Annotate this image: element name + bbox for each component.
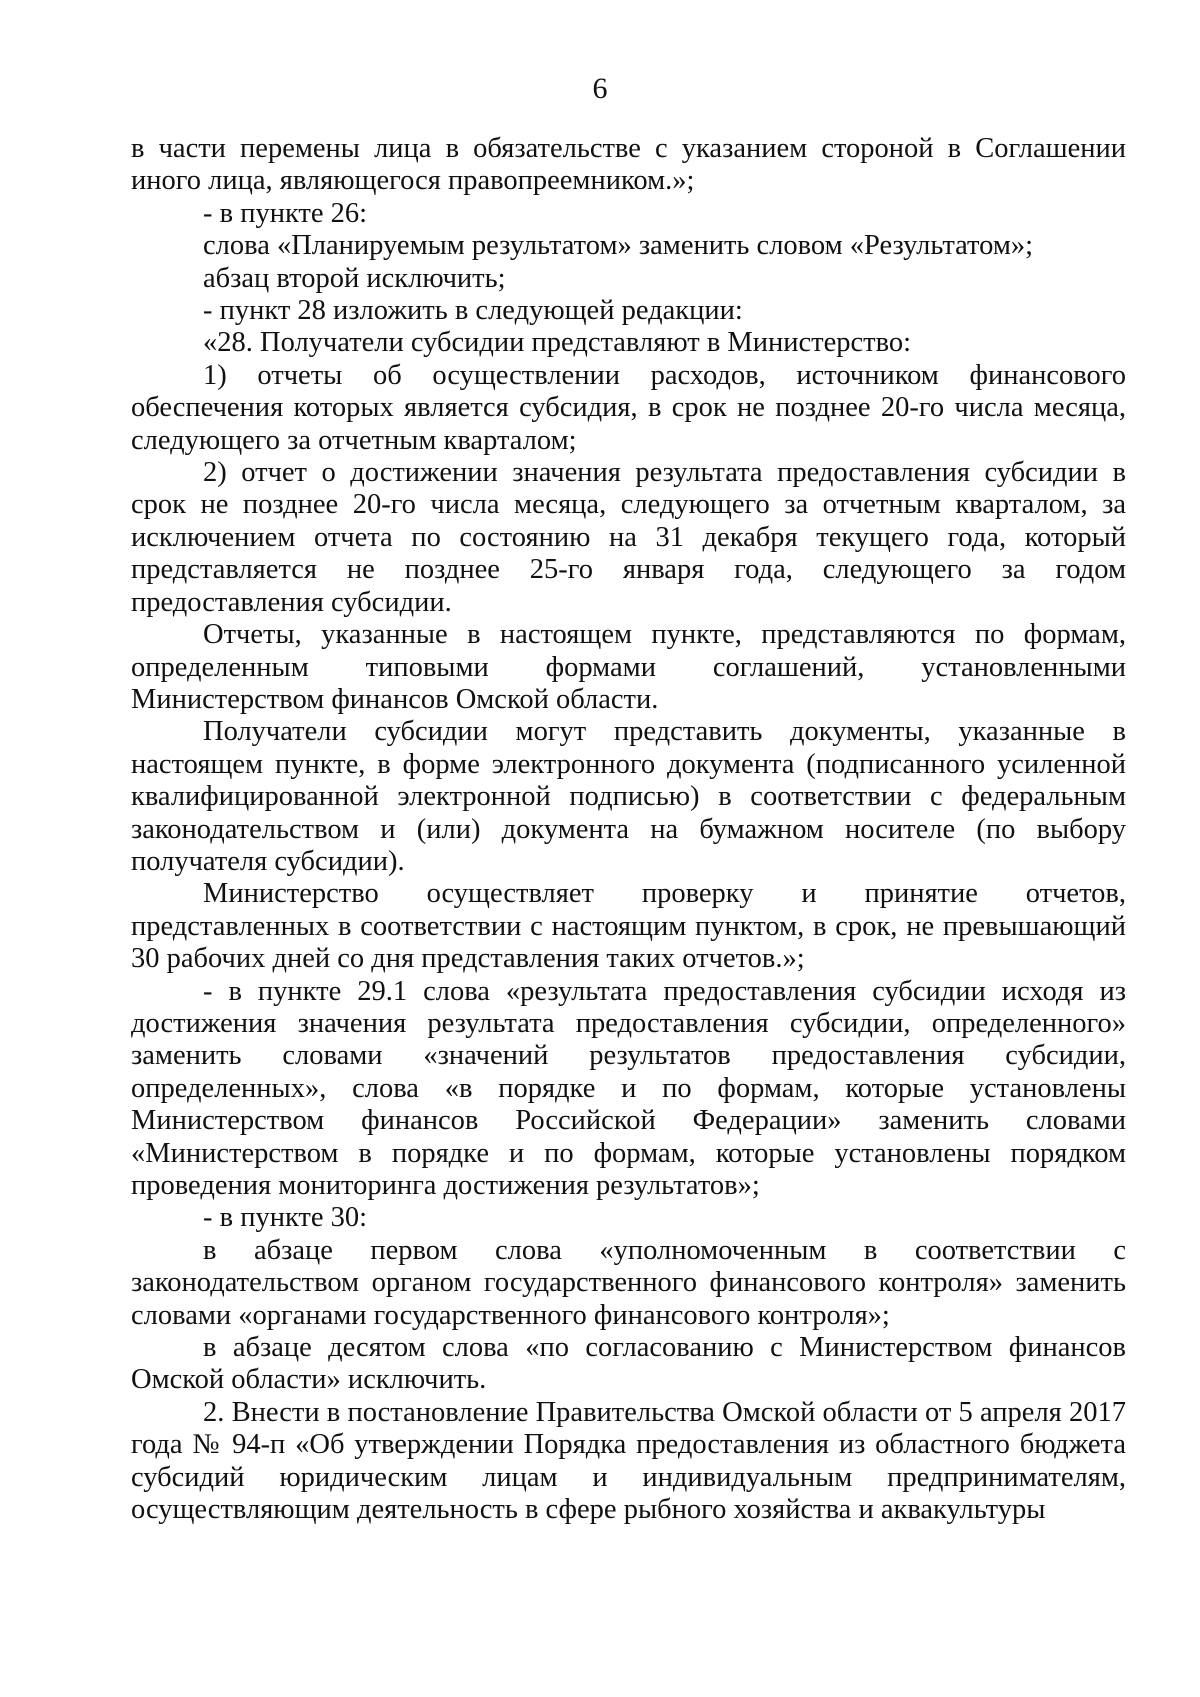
paragraph: «28. Получатели субсидии представляют в Министерство: [203,327,912,359]
paragraph: - пункт 28 изложить в следующей редакции: [203,295,743,327]
paragraph: в абзаце первом слова «уполномоченным в соответствии с законодательством органом государственного финансового контроля» заменить словами «органами государственного финансового контроля»; [131,1234,1126,1331]
paragraph: Получатели субсидии могут представить документы, указанные в настоящем пункте, в форме электронного документа (подписанного усиленной квалифицированной электронной подписью) в соответствии с федеральным законодательством и (или) документа на бумажном носителе (по выбору получателя субсидии). [131,716,1126,877]
paragraph: Отчеты, указанные в настоящем пункте, представляются по формам, определенным типовыми формами соглашений, установленными Министерством финансов Омской области. [131,619,1126,715]
paragraph: - в пункте 29.1 слова «результата предоставления субсидии исходя из достижения значения результата предоставления субсидии, определенного» заменить словами «значений результатов предоставления субсидии, определенных», слова «в порядке и по формам, которые установлены Министерством финансов Российской Федерации» заменить словами «Министерством в порядке и по формам, которые установлены порядком проведения мониторинга достижения результатов»; [131,975,1126,1201]
paragraph: слова «Планируемым результатом» заменить словом «Результатом»; [203,230,1034,262]
paragraph: 2. Внести в постановление Правительства Омской области от 5 апреля 2017 года № 94-п «Об утверждении Порядка предоставления из областного бюджета субсидий юридическим лицам и индивидуальным предпринимателям, осуществляющим деятельность в сфере рыбного хозяйства и аквакультуры [131,1396,1126,1526]
page-number: 6 [592,72,608,105]
paragraph: 2) отчет о достижении значения результата предоставления субсидии в срок не позднее 20-го числа месяца, следующего за отчетным кварталом, за исключением отчета по состоянию на 31 декабря текущего года, который представляется не позднее 25-го января года, следующего за годом предоставления субсидии. [131,457,1126,618]
paragraph: в абзаце десятом слова «по согласованию с Министерством финансов Омской области» исключить. [131,1332,1126,1396]
paragraph: в части перемены лица в обязательстве с указанием стороной в Соглашении иного лица, являющегося правопреемником.»; [131,133,1126,197]
paragraph: - в пункте 30: [203,1202,368,1234]
paragraph: 1) отчеты об осуществлении расходов, источником финансового обеспечения которых является субсидия, в срок не позднее 20-го числа месяца, следующего за отчетным кварталом; [131,359,1126,456]
paragraph: абзац второй исключить; [203,262,506,294]
paragraph: Министерство осуществляет проверку и принятие отчетов, представленных в соответствии с настоящим пунктом, в срок, не превышающий 30 рабочих дней со дня представления таких отчетов.»; [131,878,1126,975]
paragraph: - в пункте 26: [203,197,368,229]
document-body [131,133,1126,1526]
